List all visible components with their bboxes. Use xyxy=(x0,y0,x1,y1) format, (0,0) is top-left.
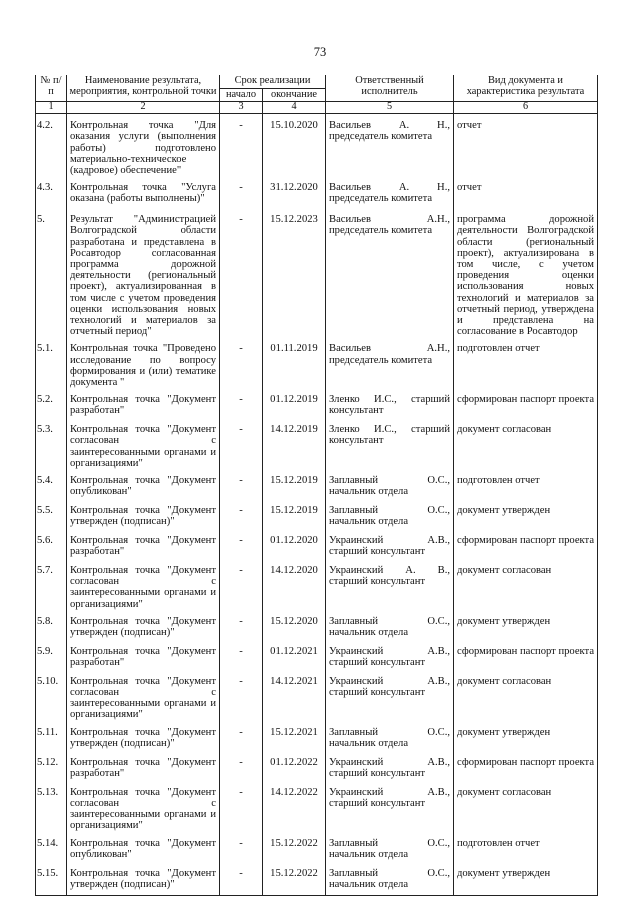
row-end: 01.12.2019 xyxy=(263,388,326,418)
row-number: 5.3. xyxy=(36,418,67,469)
row-end: 01.11.2019 xyxy=(263,337,326,388)
table-row xyxy=(36,176,598,208)
table-row xyxy=(36,781,598,832)
row-number: 5.7. xyxy=(36,559,67,610)
row-name: Контрольная точка "Документ опубликован" xyxy=(67,832,220,862)
row-result: документ утвержден xyxy=(454,610,598,640)
row-number: 5.15. xyxy=(36,862,67,896)
header-executor: Ответственный исполнитель xyxy=(326,75,454,102)
row-start: - xyxy=(220,469,263,499)
row-start: - xyxy=(220,114,263,177)
row-end: 01.12.2021 xyxy=(263,640,326,670)
row-end: 15.12.2023 xyxy=(263,208,326,337)
table-row xyxy=(36,114,598,177)
row-end: 14.12.2021 xyxy=(263,670,326,721)
row-executor: Васильев А. Н., председатель комитета xyxy=(326,176,454,208)
row-executor: Украинский А.В., старший консультант xyxy=(326,640,454,670)
row-name: Контрольная точка "Документ опубликован" xyxy=(67,469,220,499)
row-executor: Васильев А.Н., председатель комитета xyxy=(326,337,454,388)
column-number: 5 xyxy=(326,102,454,114)
column-number: 6 xyxy=(454,102,598,114)
row-start: - xyxy=(220,208,263,337)
row-executor: Украинский А.В., старший консультант xyxy=(326,670,454,721)
row-number: 5. xyxy=(36,208,67,337)
row-result: сформирован паспорт проекта xyxy=(454,640,598,670)
table-row xyxy=(36,529,598,559)
row-result: документ утвержден xyxy=(454,862,598,896)
row-end: 15.12.2021 xyxy=(263,721,326,751)
table-row xyxy=(36,337,598,388)
row-start: - xyxy=(220,337,263,388)
row-name: Контрольная точка "Документ согласован с заинтересованными органами и организациями" xyxy=(67,418,220,469)
row-result: документ согласован xyxy=(454,559,598,610)
row-executor: Зленко И.С., старший консультант xyxy=(326,418,454,469)
table-row xyxy=(36,610,598,640)
row-number: 4.3. xyxy=(36,176,67,208)
row-number: 4.2. xyxy=(36,114,67,177)
row-result: документ согласован xyxy=(454,418,598,469)
row-number: 5.1. xyxy=(36,337,67,388)
row-start: - xyxy=(220,640,263,670)
row-start: - xyxy=(220,499,263,529)
column-number: 2 xyxy=(67,102,220,114)
table-row xyxy=(36,499,598,529)
row-name: Контрольная точка "Документ согласован с заинтересованными органами и организациями" xyxy=(67,781,220,832)
row-name: Результат "Администрацией Волгоградской области разработана и представлена в Росавтодор согласованная программа дорожной деятельности (региональный проект), актуализированная в том числе с учетом проведения оценки использования новых технологий и материалов за отчетный период" xyxy=(67,208,220,337)
row-start: - xyxy=(220,862,263,896)
table-row xyxy=(36,832,598,862)
row-end: 15.12.2022 xyxy=(263,832,326,862)
row-number: 5.11. xyxy=(36,721,67,751)
header-start: начало xyxy=(220,88,263,102)
row-executor: Васильев А. Н., председатель комитета xyxy=(326,114,454,177)
row-number: 5.8. xyxy=(36,610,67,640)
row-name: Контрольная точка "Документ утвержден (подписан)" xyxy=(67,862,220,896)
row-result: документ утвержден xyxy=(454,721,598,751)
row-end: 15.12.2022 xyxy=(263,862,326,896)
row-end: 14.12.2022 xyxy=(263,781,326,832)
table-row xyxy=(36,469,598,499)
row-end: 15.12.2019 xyxy=(263,469,326,499)
row-result: подготовлен отчет xyxy=(454,469,598,499)
row-start: - xyxy=(220,610,263,640)
row-number: 5.6. xyxy=(36,529,67,559)
row-name: Контрольная точка "Документ согласован с заинтересованными органами и организациями" xyxy=(67,559,220,610)
row-end: 14.12.2019 xyxy=(263,418,326,469)
row-number: 5.13. xyxy=(36,781,67,832)
column-number: 3 xyxy=(220,102,263,114)
row-result: сформирован паспорт проекта xyxy=(454,388,598,418)
results-table xyxy=(35,75,598,896)
row-start: - xyxy=(220,418,263,469)
column-number: 4 xyxy=(263,102,326,114)
row-executor: Заплавный О.С., начальник отдела xyxy=(326,610,454,640)
header-num: № п/п xyxy=(36,75,67,102)
row-result: программа дорожной деятельности Волгоградской области (региональный проект), актуализирована в том числе, с учетом проведения оценки использования новых технологий и материалов за отчетный период, утверждена и представлена на согласование в Росавтодор xyxy=(454,208,598,337)
row-start: - xyxy=(220,559,263,610)
row-name: Контрольная точка "Документ согласован с заинтересованными органами и организациями" xyxy=(67,670,220,721)
row-name: Контрольная точка "Документ утвержден (подписан)" xyxy=(67,721,220,751)
row-end: 15.12.2019 xyxy=(263,499,326,529)
row-end: 14.12.2020 xyxy=(263,559,326,610)
row-number: 5.12. xyxy=(36,751,67,781)
row-executor: Зленко И.С., старший консультант xyxy=(326,388,454,418)
header-result: Вид документа и характеристика результата xyxy=(454,75,598,102)
row-result: отчет xyxy=(454,114,598,177)
row-end: 01.12.2022 xyxy=(263,751,326,781)
row-executor: Украинский А. В., старший консультант xyxy=(326,559,454,610)
row-name: Контрольная точка "Документ разработан" xyxy=(67,529,220,559)
row-executor: Украинский А.В., старший консультант xyxy=(326,781,454,832)
table-row xyxy=(36,208,598,337)
row-executor: Заплавный О.С., начальник отдела xyxy=(326,862,454,896)
table-row xyxy=(36,559,598,610)
row-executor: Украинский А.В., старший консультант xyxy=(326,529,454,559)
row-result: сформирован паспорт проекта xyxy=(454,751,598,781)
row-start: - xyxy=(220,670,263,721)
row-number: 5.9. xyxy=(36,640,67,670)
row-number: 5.14. xyxy=(36,832,67,862)
row-start: - xyxy=(220,751,263,781)
row-end: 15.12.2020 xyxy=(263,610,326,640)
row-executor: Украинский А.В., старший консультант xyxy=(326,751,454,781)
row-name: Контрольная точка "Документ разработан" xyxy=(67,388,220,418)
row-result: сформирован паспорт проекта xyxy=(454,529,598,559)
page-number: 73 xyxy=(313,45,327,59)
row-executor: Заплавный О.С., начальник отдела xyxy=(326,469,454,499)
row-end: 01.12.2020 xyxy=(263,529,326,559)
row-number: 5.2. xyxy=(36,388,67,418)
row-name: Контрольная точка "Документ утвержден (подписан)" xyxy=(67,610,220,640)
row-result: отчет xyxy=(454,176,598,208)
row-name: Контрольная точка "Документ разработан" xyxy=(67,751,220,781)
row-executor: Заплавный О.С., начальник отдела xyxy=(326,499,454,529)
row-start: - xyxy=(220,176,263,208)
row-executor: Васильев А.Н., председатель комитета xyxy=(326,208,454,337)
row-name: Контрольная точка "Для оказания услуги (выполнения работы) подготовлено материально-техническое (кадровое) обеспечение" xyxy=(67,114,220,177)
column-numbers-row xyxy=(36,102,598,114)
table-row xyxy=(36,670,598,721)
table-row xyxy=(36,721,598,751)
table-row xyxy=(36,418,598,469)
header-term: Срок реализации xyxy=(220,75,326,88)
row-name: Контрольная точка "Документ разработан" xyxy=(67,640,220,670)
table-body xyxy=(36,114,598,896)
row-result: подготовлен отчет xyxy=(454,832,598,862)
row-number: 5.10. xyxy=(36,670,67,721)
row-start: - xyxy=(220,781,263,832)
row-result: документ согласован xyxy=(454,781,598,832)
row-start: - xyxy=(220,529,263,559)
row-name: Контрольная точка "Проведено исследование по вопросу формирования и (или) тематике документа " xyxy=(67,337,220,388)
table-header-row xyxy=(36,75,598,88)
table-row xyxy=(36,862,598,896)
row-executor: Заплавный О.С., начальник отдела xyxy=(326,721,454,751)
row-start: - xyxy=(220,832,263,862)
row-end: 31.12.2020 xyxy=(263,176,326,208)
table-row xyxy=(36,751,598,781)
table-row xyxy=(36,640,598,670)
row-name: Контрольная точка "Документ утвержден (подписан)" xyxy=(67,499,220,529)
row-result: подготовлен отчет xyxy=(454,337,598,388)
row-number: 5.5. xyxy=(36,499,67,529)
row-start: - xyxy=(220,388,263,418)
header-name: Наименование результата, мероприятия, контрольной точки xyxy=(67,75,220,102)
row-executor: Заплавный О.С., начальник отдела xyxy=(326,832,454,862)
row-name: Контрольная точка "Услуга оказана (работы выполнены)" xyxy=(67,176,220,208)
column-number: 1 xyxy=(36,102,67,114)
row-number: 5.4. xyxy=(36,469,67,499)
row-start: - xyxy=(220,721,263,751)
row-end: 15.10.2020 xyxy=(263,114,326,177)
row-result: документ утвержден xyxy=(454,499,598,529)
row-result: документ согласован xyxy=(454,670,598,721)
header-end: окончание xyxy=(263,88,326,102)
table-row xyxy=(36,388,598,418)
